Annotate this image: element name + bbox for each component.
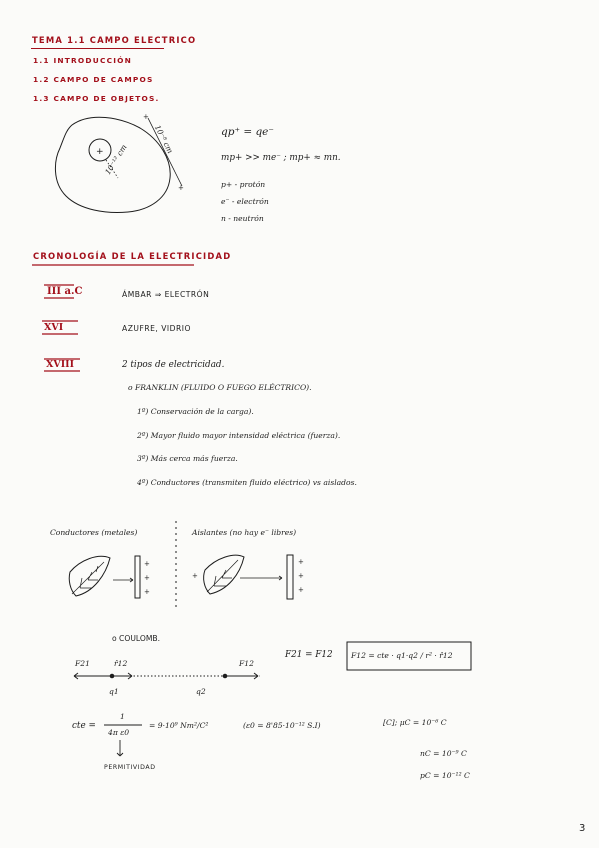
permittivity-label: PERMITIVIDAD	[104, 764, 156, 771]
coulomb-law: F12 = cte · q1·q2 / r² · r̂12	[351, 651, 453, 660]
charge-equation: qp⁺ = qe⁻	[221, 126, 274, 138]
insulators-label: Aislantes (no hay e⁻ libres)	[192, 528, 297, 537]
q2-label: q2	[196, 687, 206, 696]
franklin-point-4: 4º) Conductores (transmiten fluido eléctrico) vs aislados.	[137, 478, 357, 487]
svg-text:+: +	[298, 572, 304, 580]
svg-text:+: +	[298, 586, 304, 594]
toc-item-1: 1.1 INTRODUCCIÓN	[33, 56, 133, 65]
page-number: 3	[579, 823, 586, 834]
legend-neutron: n - neutrón	[221, 214, 264, 223]
toc-item-3: 1.3 CAMPO DE OBJETOS.	[33, 94, 160, 103]
timeline-text: AZUFRE, VIDRIO	[122, 324, 191, 333]
force-equality: F21 = F12	[285, 650, 333, 660]
epsilon-value: (ε0 = 8'85·10⁻¹² S.I)	[243, 721, 321, 730]
timeline-century: III a.C	[47, 286, 83, 297]
svg-text:+: +	[96, 147, 104, 157]
conductors-label: Conductores (metales)	[50, 528, 138, 537]
franklin-point-1: 1º) Conservación de la carga).	[137, 407, 254, 416]
franklin-point-3: 3º) Más cerca más fuerza.	[137, 454, 238, 463]
nucleus-size-label: 10⁻¹² cm	[103, 142, 129, 177]
timeline-text: ÁMBAR ⇒ ELECTRÓN	[122, 290, 210, 299]
svg-text:+: +	[144, 560, 150, 568]
unit-nano: nC = 10⁻⁹ C	[420, 749, 467, 758]
conductor-rod	[135, 556, 140, 598]
page-title: TEMA 1.1 CAMPO ELECTRICO	[32, 35, 197, 45]
svg-text:+: +	[192, 572, 198, 580]
coulomb-heading: o COULOMB.	[112, 634, 161, 643]
timeline-century: XVI	[44, 322, 64, 333]
legend-proton: p+ - protón	[221, 180, 266, 189]
svg-text:+: +	[143, 113, 149, 121]
timeline-text: 2 tipos de electricidad.	[122, 360, 225, 370]
cte-lhs: cte =	[72, 721, 96, 731]
timeline-century: XVIII	[46, 359, 75, 370]
section-title: CRONOLOGÍA DE LA ELECTRICIDAD	[33, 251, 232, 261]
cte-denominator: 4π ε0	[108, 728, 130, 737]
f21-label: F21	[75, 659, 90, 668]
svg-text:+: +	[298, 558, 304, 566]
mass-relation: mp+ >> me⁻ ; mp+ ≈ mn.	[221, 153, 341, 163]
q1-label: q1	[109, 687, 119, 696]
r12-label: r̂12	[114, 659, 128, 668]
insulator-rod	[287, 555, 293, 599]
f12-label: F12	[239, 659, 254, 668]
legend-electron: e⁻ - electrón	[221, 197, 269, 206]
cte-value: = 9·10⁹ Nm²/C²	[149, 721, 209, 730]
svg-text:+: +	[144, 588, 150, 596]
charge-q1-dot	[110, 674, 115, 679]
svg-text:+: +	[178, 184, 184, 192]
franklin-heading: o FRANKLIN (FLUIDO O FUEGO ELÉCTRICO).	[128, 383, 312, 392]
unit-pico: pC = 10⁻¹² C	[420, 771, 470, 780]
cte-numerator: 1	[120, 712, 125, 721]
atom-size-label: 10⁻⁸ cm	[152, 123, 175, 155]
toc-item-2: 1.2 CAMPO DE CAMPOS	[33, 75, 154, 84]
svg-text:+: +	[144, 574, 150, 582]
franklin-point-2: 2º) Mayor fluido mayor intensidad eléctrica (fuerza).	[137, 431, 341, 440]
unit-micro: [C]; μC = 10⁻⁶ C	[383, 718, 447, 727]
